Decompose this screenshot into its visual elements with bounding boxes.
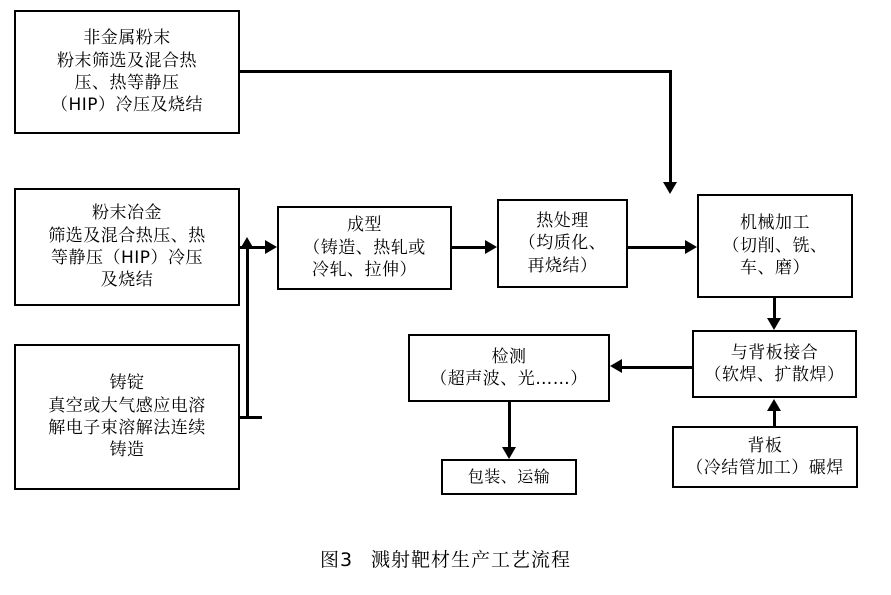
node-forming-line-2: 冷轧、拉伸）	[312, 260, 417, 281]
node-casting-ingot-line-0: 铸锭	[109, 373, 145, 394]
node-nonmetal-powder-line-3: （HIP）冷压及烧结	[50, 95, 204, 116]
node-casting-ingot-line-3: 铸造	[109, 440, 145, 461]
node-machining	[697, 194, 853, 298]
edge-ingot-to-forming-v	[246, 248, 249, 418]
node-casting-ingot-line-1: 真空或大气感应电溶	[48, 395, 206, 416]
node-casting-ingot	[14, 344, 240, 490]
node-machining-line-1: （切削、铣、	[722, 235, 828, 256]
node-machining-line-2: 车、磨）	[740, 258, 810, 279]
node-nonmetal-powder	[14, 10, 240, 134]
figure-caption-text: 溅射靶材生产工艺流程	[371, 549, 572, 571]
figure-caption-number: 图3	[319, 549, 354, 571]
node-inspection-line-1: （超声波、光……）	[430, 369, 588, 389]
edge-inspection-to-packaging-arrow	[502, 447, 516, 459]
node-heat-treatment	[497, 199, 628, 288]
node-nonmetal-powder-line-2: 压、热等静压	[74, 73, 180, 93]
edge-ingot-to-forming-arrow	[240, 237, 254, 249]
node-forming	[277, 206, 452, 290]
node-casting-ingot-line-2: 解电子束溶解法连续	[48, 418, 206, 438]
node-inspection	[408, 334, 610, 402]
edge-heat-to-machining	[628, 246, 685, 249]
node-packaging-line-0: 包装、运输	[467, 467, 551, 487]
node-heat-treatment-line-2: 再烧结）	[527, 255, 598, 276]
node-powder-metallurgy-line-0: 粉末冶金	[92, 203, 162, 224]
node-forming-line-0: 成型	[347, 215, 382, 236]
edge-inspection-to-packaging	[508, 402, 511, 447]
node-machining-line-0: 机械加工	[740, 213, 810, 234]
node-powder-metallurgy-line-2: 等静压（HIP）冷压	[50, 248, 204, 268]
edge-nonmetal-to-machining-arrow	[663, 182, 677, 194]
node-bonding-line-0: 与背板接合	[730, 342, 819, 363]
edge-ingot-to-forming-h	[240, 416, 262, 419]
node-bonding-line-1: （软焊、扩散焊）	[704, 365, 845, 385]
edge-backing-to-bonding-arrow	[767, 399, 781, 411]
node-packaging	[441, 459, 577, 495]
edge-nonmetal-to-machining-h	[240, 70, 672, 73]
node-bonding	[692, 330, 857, 398]
edge-machining-to-bonding	[773, 298, 776, 318]
edge-backing-to-bonding	[773, 410, 776, 426]
node-forming-line-1: （铸造、热轧或	[303, 237, 426, 258]
edge-bonding-to-inspection-arrow	[610, 359, 622, 373]
edge-forming-to-heat-arrow	[485, 240, 497, 254]
node-powder-metallurgy-line-3: 及烧结	[100, 270, 154, 291]
node-powder-metallurgy	[14, 188, 240, 306]
edge-heat-to-machining-arrow	[685, 240, 697, 254]
edge-machining-to-bonding-arrow	[767, 318, 781, 330]
figure-caption	[0, 545, 891, 572]
node-powder-metallurgy-line-1: 筛选及混合热压、热	[48, 225, 206, 246]
node-inspection-line-0: 检测	[491, 346, 527, 367]
node-heat-treatment-line-1: （均质化、	[518, 233, 607, 254]
edge-bonding-to-inspection	[622, 366, 692, 369]
node-nonmetal-powder-line-1: 粉末筛选及混合热	[57, 50, 197, 71]
edge-nonmetal-to-machining-v	[669, 70, 672, 182]
node-nonmetal-powder-line-0: 非金属粉末	[83, 28, 171, 49]
node-backing-plate-line-0: 背板	[747, 435, 783, 456]
node-heat-treatment-line-0: 热处理	[536, 210, 589, 231]
node-backing-plate	[672, 426, 858, 488]
edge-forming-to-heat	[452, 246, 485, 249]
node-backing-plate-line-1: （冷结管加工）碾焊	[686, 458, 844, 478]
edge-powder-to-forming-arrow	[265, 240, 277, 254]
